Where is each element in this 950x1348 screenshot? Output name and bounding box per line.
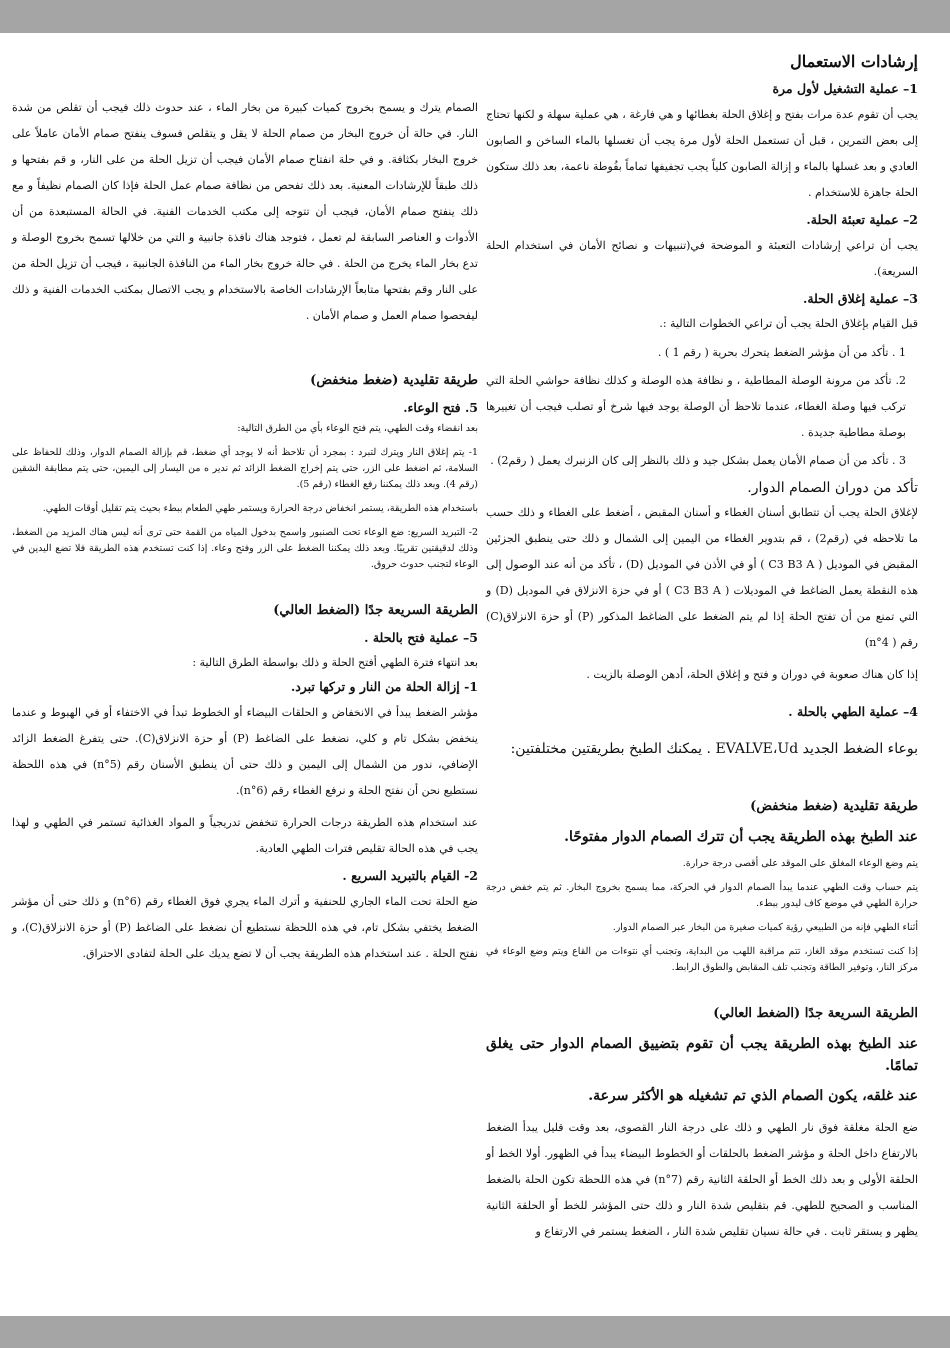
left-fast-heading: الطريقة السريعة جدًا (الضغط العالي) [273, 603, 478, 618]
step-1-note: عند استخدام هذه الطريقة درجات الحرارة تنخفض تدريجياً و المواد الغذائية تستمر في الطهي و لهذا يجب في هذه الحالة تقليص فترات الطهي العادية. [12, 816, 478, 855]
section-2-body: يجب أن تراعي إرشادات التعبئة و الموضحة في(تنبيهات و نصائح الأمان في استخدام الحلة السريعة). [486, 239, 918, 278]
traditional-method-text-1: يتم وضع الوعاء المغلق على الموقد على أقصى درجة حرارة. [682, 858, 918, 869]
section-3-item: 1 . تأكد من أن مؤشر الضغط يتحرك بحرية ( رقم 1 ) . [657, 346, 906, 359]
section-2-heading: 2– عملية تعبئة الحلة. [806, 212, 918, 227]
step-1-heading: 1- إزالة الحلة من النار و تركها تبرد. [290, 679, 478, 694]
valve-body: لإغلاق الحلة يجب أن تتطابق أسنان الغطاء و أسنان المقبض ، أضغط على الغطاء و ذلك حسب ما تلاحظه في (رقم2) ، قم بتدوير الغطاء من اليمين إلى الشمال و ذلك حتى ينطبق الجزئين المقبض في الموديل ( C3 B3 A ) أو في الأذن في الموديل (D) ، تأكد من أنه عند الوصول إلى هذه النقطة يعمل الضاغط في الموديلات ( C3 B3 A ) أو في حزة الانزلاق في الموديل (D) و التي تمنع من أن تفتح الحلة إذا لم يتم الضغط على الضاغط المذكور (P) أو حزة الانزلاق(C) رقم ( n°4) [486, 506, 919, 649]
section-3-item: 3 . تأكد من أن صمام الأمان يعمل بشكل جيد و ذلك بالنظر إلى كان الزنبرك يعمل ( رقم2) . [490, 454, 906, 467]
open-vessel-note: باستخدام هذه الطريقة، يستمر انخفاض درجة الحرارة ويستمر طهي الطعام ببطء بحيث يتم تقليل أوقات الطهي. [42, 503, 478, 514]
page-title: إرشادات الاستعمال [790, 52, 918, 71]
left-column [12, 95, 478, 973]
open-pot-intro: بعد انتهاء فترة الطهي أفتح الحلة و ذلك بواسطة الطرق التالية : [192, 656, 478, 669]
step-2-heading: 2- القيام بالتبريد السريع . [342, 868, 478, 883]
open-vessel-method-1: 1- يتم إغلاق النار ويترك لتبرد : بمجرد أن تلاحظ أنه لا يوجد أي ضغط، قم بإزالة الصمام الدوار، وذلك للحفاظ على السلامة، ثم اضغط على الزر، حتى يتم إخراج الضغط الزائد ثم ندير ه من اليسار إلى اليمين، حتى يتم مطابقة الشقين (رقم 4). وبعد ذلك يمكننا رفع الغطاء (رقم 5). [12, 447, 478, 490]
section-3-heading: 3– عملية إغلاق الحلة. [802, 291, 918, 306]
step-1-body: مؤشر الضغط يبدأ في الانخفاض و الحلقات البيضاء أو الخطوط تبدأ في الاختفاء أو في الهبوط و عندما ينخفض بشكل تام و كلي، نضغط على الضاغط (P) أو حزة الانزلاق(C). حتى يتفرغ الضغط الزائد الإضافي، ندور من الشمال إلى اليمين و ذلك حتى أن ينطبق الأسنان رقم (n°5) في هذه اللحظة نستطيع نحن أن نفتح الحلة و نرفع الغطاء رقم (n°6). [12, 706, 478, 797]
traditional-method-text-2: يتم حساب وقت الطهي عندما يبدأ الصمام الدوار في الحركة، مما يسمح بخروج البخار. ثم يتم خفض درجة حرارة الطهي في موضع كاف ليدور ببطء. [486, 882, 918, 909]
fast-method-instruction-2: عند غلقه، يكون الصمام الذي تم تشغيله هو الأكثر سرعة. [588, 1088, 918, 1104]
valve-note: إذا كان هناك صعوبة في دوران و فتح و إغلاق الحلة، أدهن الوصلة بالزيت . [586, 668, 918, 681]
left-traditional-heading: طريقة تقليدية (ضغط منخفض) [310, 373, 478, 388]
top-gray-band [0, 0, 950, 33]
open-pot-heading: 5– عملية فتح بالحلة . [364, 630, 478, 645]
traditional-method-text-4: إذا كنت تستخدم موقد الغاز، تتم مراقبة اللهب من البداية، وتجنب أي نتوءات من القاع ويتم وضع الوعاء في مركز النار، وتوفير الطاقة وتجنب تلف المقابض والطوق الرابط. [486, 946, 918, 973]
section-3-item: 2. تأكد من مرونة الوصلة المطاطية ، و نظافة هذه الوصلة و كذلك نظافة حواشي الحلة التي تركب فيها وصلة الغطاء، عندما تلاحظ أن الوصلة يوجد فيها شرخ أو تصلب فيجب أن تغييرها بوصلة مطاطية جديدة . [486, 374, 906, 439]
valve-heading: تأكد من دوران الصمام الدوار. [747, 480, 918, 496]
open-vessel-heading: 5. فتح الوعاء. [403, 400, 478, 415]
section-4-intro: بوعاء الضغط الجديد EVALVE،Ud . يمكنك الطبخ بطريقتين مختلفتين: [510, 741, 918, 757]
fast-method-heading: الطريقة السريعة جدًا (الضغط العالي) [713, 1006, 918, 1021]
section-1-body: يجب أن تقوم عدة مرات بفتح و إغلاق الحلة بغطائها و هي فارغة ، هي عملية سهلة و لكنها تحتاج إلى بعض التمرين ، قبل أن تستعمل الحلة لأول مرة يجب أن تغسلها بالماء الساخن و الصابون العادي و بعد غسلها بالماء و إزالة الصابون كلياً يجب تجفيفها تماماً بفُوطة ناعمة، بعد ذلك ستكون الحلة جاهزة للاستخدام . [486, 108, 918, 199]
section-4-heading: 4– عملية الطهي بالحلة . [788, 704, 918, 719]
section-3-intro: قبل القيام بإغلاق الحلة يجب أن تراعي الخطوات التالية :. [659, 317, 918, 330]
bottom-gray-band [0, 1316, 950, 1348]
right-column [486, 52, 918, 1251]
section-1-heading: 1– عملية التشغيل لأول مرة [772, 81, 918, 96]
traditional-method-heading: طريقة تقليدية (ضغط منخفض) [750, 799, 918, 814]
fast-method-instruction-1: عند الطبخ بهذه الطريقة يجب أن تقوم بتضييق الصمام الدوار حتى يغلق تمامًا. [486, 1036, 918, 1074]
open-vessel-method-2: 2- التبريد السريع: ضع الوعاء تحت الصنبور واسمح بدخول المياه من القمة حتى ترى أنه ليس هناك المزيد من الضغط، وذلك لدقيقتين تقريبًا. وبعد ذلك يمكننا الضغط على الزر وفتح وعاء. إذا كنت تستخدم هذه الطريقة فلا تضع اليدين في الوعاء لتجنب حدوث حروق. [12, 527, 478, 570]
traditional-method-text-3: أثناء الطهي فإنه من الطبيعي رؤية كميات صغيرة من البخار عبر الصمام الدوار. [612, 922, 918, 933]
traditional-method-instruction: عند الطبخ بهذه الطريقة يجب أن تترك الصمام الدوار مفتوحًا. [564, 829, 918, 845]
left-intro-paragraph: الصمام يترك و يسمح بخروج كميات كبيرة من بخار الماء ، عند حدوث ذلك فيجب أن تقلص من شدة النار. في حالة أن خروج البخار من صمام الحلة لا يقل و يتقلص فسوف ينفتح صمام الأمان عاملاً على خروج البخار بكثافة. و في حلة انفتاح صمام الأمان فيجب أن تزيل الحلة من على النار، و قم بفتحها و ذلك طبقاً للإرشادات المعنية. بعد ذلك تفحص من نظافة صمام عمل الحلة فإذا كان الصمام نظيفاً و مع ذلك ينفتح صمام الأمان، فيجب أن تتوجه إلى مكتب الخدمات الفنية. في الحالة المستبعدة من أن الأدوات و العناصر السابقة لم تعمل ، فتوجد هناك نافذة جانبية و التي من خلالها تسمح بخروج الوصلة و تدع بخار الماء يخرج من الحلة . في حالة خروج بخار الماء من النافذة الجانبية ، فيجب أن تزيل الحلة من على النار وقم بفتحها متابعاً الإرشادات الخاصة بالاستخدام و يجب الاتصال بمكتب الخدمات الفنية و ذلك ليفحصوا صمام العمل و صمام الأمان . [12, 101, 478, 322]
fast-method-body: ضع الحلة مغلقة فوق نار الطهي و ذلك على درجة النار القصوى، بعد وقت قليل يبدأ الضغط بالارتفاع داخل الحلة و مؤشر الضغط بالحلقات أو الخطوط البيضاء يبدأ في الظهور. أولا الخط أو الحلقة الأولى و بعد ذلك الخط أو الحلقة الثانية رقم (n°7) في هذه اللحظة تكون الحلة بالضغط المناسب و الصحيح للطهي. قم بتقليص شدة النار و ذلك حتى المؤشر للخط أو الحلقة الثانية يظهر و يستقر ثابت . في حالة نسيان تقليص شدة النار ، الضغط يستمر في الارتفاع و [486, 1121, 919, 1238]
open-vessel-intro: بعد انقضاء وقت الطهي، يتم فتح الوعاء بأي من الطرق التالية: [237, 423, 478, 434]
step-2-body: ضع الحلة تحت الماء الجاري للحنفية و أترك الماء يجري فوق الغطاء رقم (n°6) و ذلك حتى أن مؤشر الضغط يختفي بشكل تام، في هذه اللحظة نستطيع أن نضغط على الضاغط (P) أو حزة الانزلاق(C)، و نفتح الحلة . عند استخدام هذه الطريقة يجب أن لا تضع يديك على الحلة لتفادى الاحتراق. [12, 895, 479, 960]
